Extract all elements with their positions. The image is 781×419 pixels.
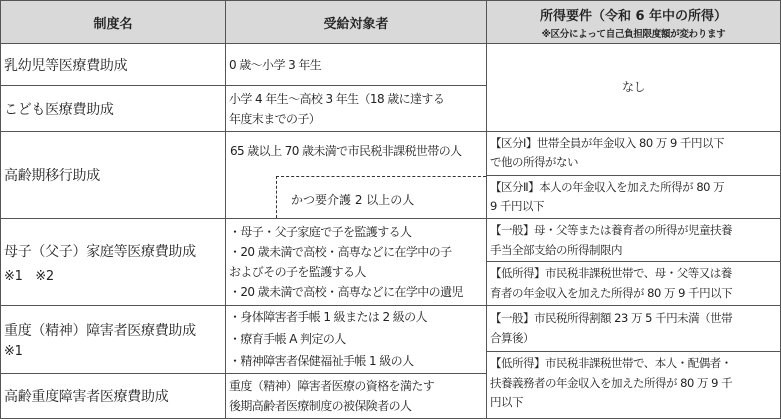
program-target: 重度（精神）障害者医療の資格を満たす 後期高齢者医療制度の被保険者の人 (226, 373, 487, 418)
requirement-item: 【区分Ⅱ】本人の年金収入を加えた所得が 80 万 9 千円以下 (490, 179, 725, 214)
requirement-item: 【区分Ⅰ】世帯全員が年金収入 80 万 9 千円以下 で他の所得がない (487, 132, 780, 176)
header-target: 受給対象者 (226, 1, 487, 44)
program-target (226, 131, 487, 219)
program-requirement (487, 131, 781, 219)
program-target: ・身体障害者手帳 1 級または 2 級の人 ・療育手帳 A 判定の人 ・精神障害者保健福祉手帳 1 級の人 (226, 306, 487, 374)
program-note: ※1 ※2 (4, 268, 54, 284)
program-name: 乳幼児等医療費助成 (1, 44, 226, 86)
program-name: 母子（父子）家庭等医療費助成 ※1 ※2 (1, 219, 226, 306)
header-requirement-note: ※区分によって自己負担限度額が変わります (541, 28, 726, 40)
program-requirement (487, 306, 781, 419)
program-name: こども医療費助成 (1, 86, 226, 131)
header-name: 制度名 (1, 1, 226, 44)
program-name: 高齢期移行助成 (1, 131, 226, 219)
target-sub: かつ要介護 2 以上の人 (291, 193, 415, 208)
program-target: 0 歳〜小学 3 年生 (226, 44, 487, 86)
header-row (1, 1, 781, 44)
program-target: 小学 4 年生〜高校 3 年生（18 歳に達する 年度末までの子） (226, 86, 487, 131)
requirement-item: 【一般】市民税所得割額 23 万 5 千円未満（世帯 合算後） (487, 306, 780, 352)
table-row (1, 306, 781, 374)
program-name: 高齢重度障害者医療費助成 (1, 373, 226, 418)
header-requirement (487, 1, 781, 44)
target-main: 65 歳以上 70 歳未満で市民税非課税世帯の人 (230, 144, 462, 159)
requirement-item: 【低所得】市民税非課税世帯で、母・父等又は養 育者の年金収入を加えた所得が 80 万 9 千円以下 (490, 266, 733, 300)
program-note: ※1 (4, 343, 23, 359)
requirement-item: 【低所得】市民税非課税世帯で、本人・配偶者・ 扶養義務者の年金収入を加えた所得が 80 万 9 千 円以下 (490, 356, 733, 410)
table-row (1, 44, 781, 86)
program-target: ・母子・父子家庭で子を監護する人 ・20 歳未満で高校・高専などに在学中の子 およびその子を監護する人 ・20 歳未満で高校・高専などに在学中の遺児 (226, 219, 487, 306)
header-requirement-title: 所得要件（令和 6 年中の所得） (539, 8, 728, 24)
table-row (1, 131, 781, 219)
program-name: 重度（精神）障害者医療費助成 ※1 (1, 306, 226, 374)
requirement-item: 【一般】母・父等または養育者の所得が児童扶養 手当全部支給の所得制限内 (487, 219, 780, 262)
target-sub-box (276, 176, 486, 218)
table-row (1, 219, 781, 306)
requirement-none: なし (487, 44, 781, 132)
program-requirement (487, 219, 781, 306)
